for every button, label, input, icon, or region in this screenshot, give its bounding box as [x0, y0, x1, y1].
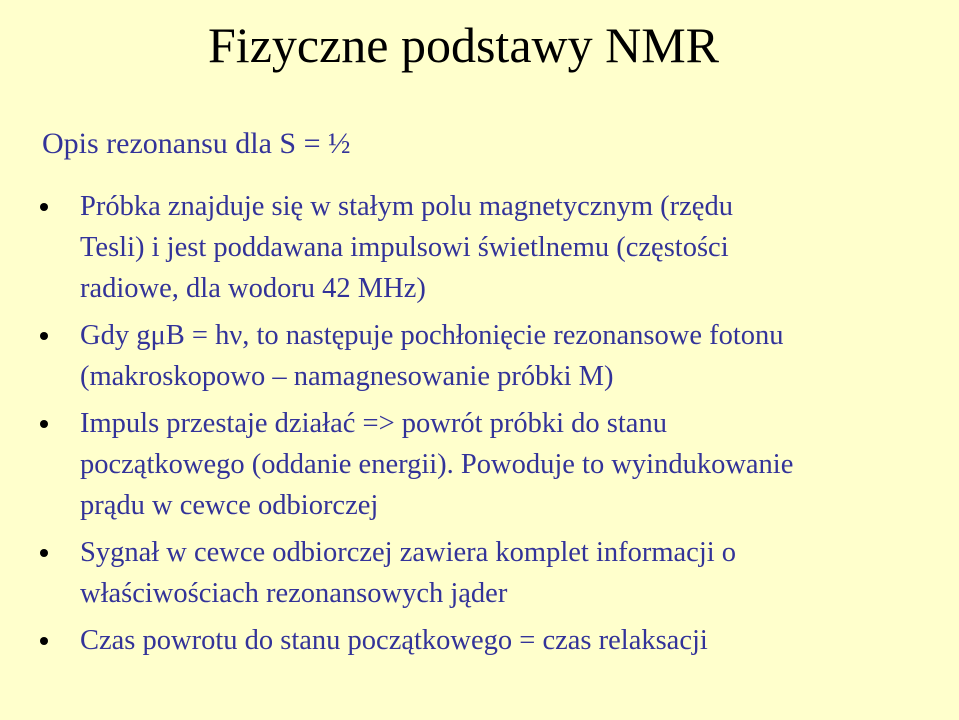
- bullet-item: [0, 620, 940, 661]
- bullet-dot-icon: [40, 203, 48, 211]
- slide-subtitle: Opis rezonansu dla S = ½: [42, 127, 351, 160]
- bullet-dot-icon: [40, 420, 48, 428]
- bullet-item: [0, 315, 940, 397]
- bullet-dot-icon: [40, 549, 48, 557]
- bullet-line: Tesli) i jest poddawana impulsowi świetlnemu (częstości: [80, 232, 729, 263]
- bullet-line: radiowe, dla wodoru 42 MHz): [80, 273, 426, 304]
- bullet-line: Próbka znajduje się w stałym polu magnetycznym (rzędu: [80, 191, 733, 222]
- bullet-line: prądu w cewce odbiorczej: [80, 490, 379, 521]
- bullet-line: (makroskopowo – namagnesowanie próbki M): [80, 361, 614, 392]
- bullet-dot-icon: [40, 637, 48, 645]
- bullet-line: Sygnał w cewce odbiorczej zawiera komplet informacji o: [80, 537, 737, 568]
- bullet-line: właściwościach rezonansowych jąder: [80, 578, 508, 609]
- bullet-item: [0, 186, 940, 309]
- bullet-dot-icon: [40, 332, 48, 340]
- bullet-item: [0, 403, 940, 526]
- bullet-line: początkowego (oddanie energii). Powoduje to wyindukowanie: [80, 449, 794, 480]
- bullet-line: Czas powrotu do stanu początkowego = czas relaksacji: [80, 625, 708, 656]
- bullet-list: [0, 186, 959, 667]
- bullet-line: Impuls przestaje działać => powrót próbki do stanu: [80, 408, 667, 439]
- bullet-item: [0, 532, 940, 614]
- bullet-line: Gdy gμB = hν, to następuje pochłonięcie rezonansowe fotonu: [80, 320, 784, 351]
- slide-title: Fizyczne podstawy NMR: [208, 17, 720, 73]
